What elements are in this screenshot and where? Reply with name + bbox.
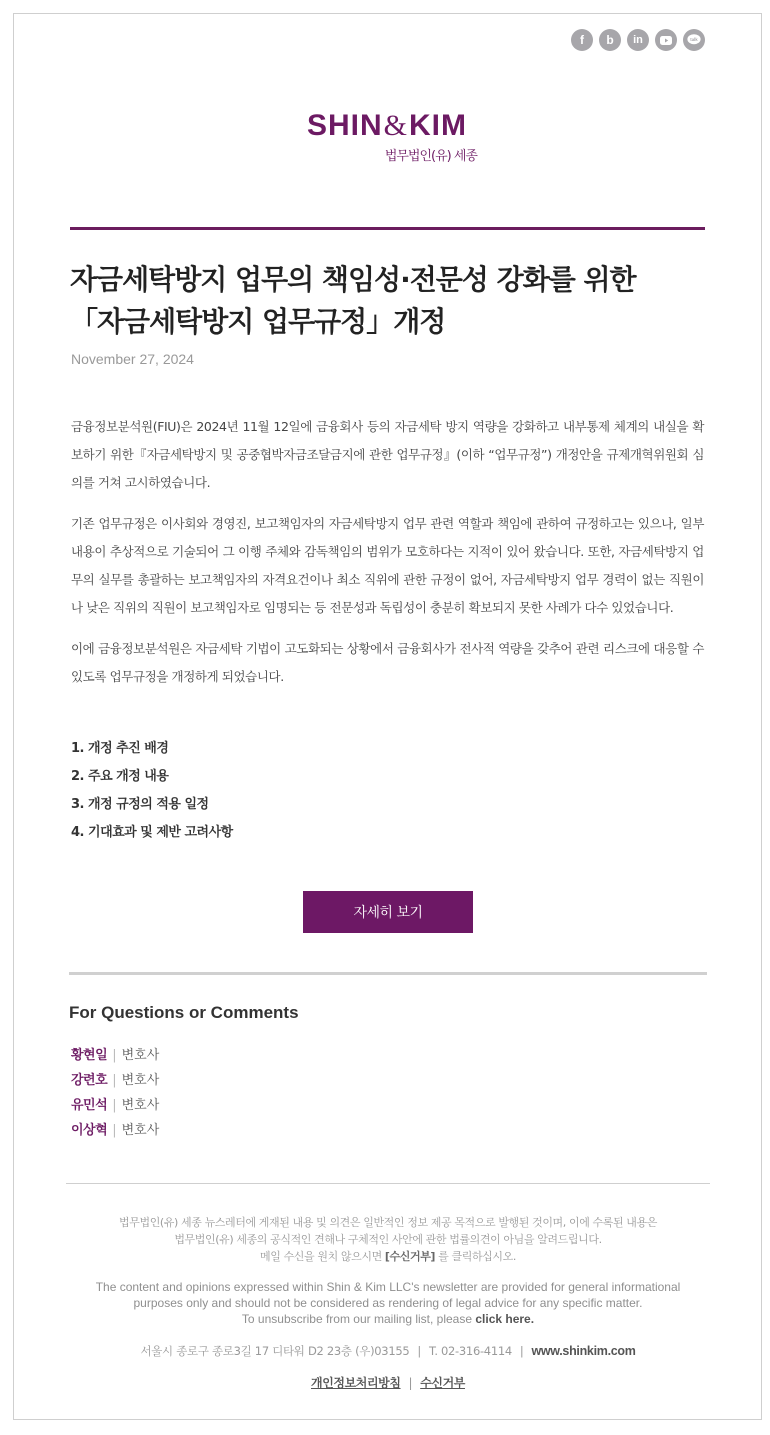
contact-row: [71, 1093, 159, 1118]
header-divider: [70, 227, 705, 230]
linkedin-icon[interactable]: in: [627, 29, 649, 51]
contact-separator: |: [112, 1098, 117, 1113]
body-paragraph: 이에 금융정보분석원은 자금세탁 기법이 고도화되는 상황에서 금융회사가 전사적 역량을 갖추어 관련 리스크에 대응할 수 있도록 업무규정을 개정하게 되었습니다.: [71, 641, 704, 684]
footer-links: 개인정보처리방침 | 수신거부: [311, 1376, 465, 1390]
contact-row: [71, 1118, 159, 1143]
contact-separator: |: [112, 1123, 117, 1138]
contact-row: [71, 1068, 159, 1093]
unsubscribe-link-ko[interactable]: [수신거부]: [384, 1250, 436, 1263]
body-paragraph: 금융정보분석원(FIU)은 2024년 11월 12일에 금융회사 등의 자금세탁 방지 역량을 강화하고 내부통제 체계의 내실을 확보하기 위한『자금세탁방지 및 공중협박자금조달금지에 관한 업무규정』(이하 “업무규정”) 개정안을 규제개혁위원회 심의를 거쳐 고시하였습니다.: [71, 419, 704, 490]
contact-role: 변호사: [121, 1123, 160, 1138]
youtube-icon[interactable]: [655, 29, 677, 51]
table-of-contents: [71, 735, 233, 847]
facebook-icon[interactable]: f: [571, 29, 593, 51]
logo-wordmark: SHIN&KIM: [306, 109, 468, 142]
footer-disclaimer-en: [66, 1279, 710, 1327]
contact-name[interactable]: 황현일: [71, 1048, 108, 1063]
social-links: [571, 29, 705, 51]
contact-separator: |: [112, 1073, 117, 1088]
toc-item: 2. 주요 개정 내용: [71, 769, 169, 784]
disclaimer-ko-line: 법무법인(유) 세종 뉴스레터에 게재된 내용 및 의견은 일반적인 정보 제공 목적으로 발행된 것이며, 이에 수록된 내용은: [119, 1216, 657, 1229]
contact-role: 변호사: [121, 1098, 160, 1113]
disclaimer-en-line: The content and opinions expressed within Shin & Kim LLC's newsletter are provided for general informational: [95, 1280, 681, 1294]
footer-contact-info: 서울시 종로구 종로3길 17 디타워 D2 23층 (우)03155 | T. 02-316-4114 | www.shinkim.com: [140, 1344, 636, 1358]
office-address: 서울시 종로구 종로3길 17 디타워 D2 23층 (우)03155: [140, 1344, 410, 1358]
contact-role: 변호사: [121, 1073, 160, 1088]
contact-row: [71, 1043, 159, 1068]
toc-item: 4. 기대효과 및 제반 고려사항: [71, 825, 233, 840]
contact-name[interactable]: 강련호: [71, 1073, 108, 1088]
contact-role: 변호사: [121, 1048, 160, 1063]
logo-korean-name: 법무법인(유) 세종: [384, 149, 477, 164]
toc-item: 3. 개정 규정의 적용 일정: [71, 797, 209, 812]
toc-item: 1. 개정 추진 배경: [71, 741, 169, 756]
article-body: [71, 413, 704, 704]
unsubscribe-link-en[interactable]: click here.: [475, 1312, 535, 1326]
unsubscribe-link[interactable]: 수신거부: [420, 1376, 465, 1390]
contact-name[interactable]: 유민석: [71, 1098, 108, 1113]
website-link[interactable]: www.shinkim.com: [531, 1344, 636, 1358]
kakao-icon[interactable]: [683, 29, 705, 51]
privacy-policy-link[interactable]: 개인정보처리방침: [311, 1376, 401, 1390]
body-paragraph: 기존 업무규정은 이사회와 경영진, 보고책임자의 자금세탁방지 업무 관련 역할과 책임에 관하여 규정하고는 있으나, 일부 내용이 추상적으로 기술되어 그 이행 주체와 감독책임의 범위가 모호하다는 지적이 있어 왔습니다. 또한, 자금세탁방지 업무의 실무를 총괄하는 보고책임자의 자격요건이나 최소 직위에 관한 규정이 없어, 자금세탁방지 업무 경력이 없는 직원이나 낮은 직위의 직원이 보고책임자로 임명되는 등 전문성과 독립성이 충분히 확보되지 못한 사례가 다수 있었습니다.: [71, 516, 704, 615]
newsletter-frame: [13, 13, 762, 1420]
disclaimer-en-line: To unsubscribe from our mailing list, please click here.: [241, 1312, 535, 1326]
contact-list: [71, 1043, 159, 1143]
footer-disclaimer-ko: [66, 1214, 710, 1265]
section-divider: [69, 972, 707, 975]
kakao-icon-label: talk: [690, 36, 698, 42]
office-phone: T. 02-316-4114: [428, 1344, 512, 1358]
contact-separator: |: [112, 1048, 117, 1063]
disclaimer-ko-line: 법무법인(유) 세종의 공식적인 견해나 구체적인 사안에 관한 법률의견이 아님을 알려드립니다.: [174, 1233, 602, 1246]
disclaimer-ko-line: 메일 수신을 원치 않으시면 [수신거부] 를 클릭하십시오.: [260, 1250, 516, 1263]
article-title: 자금세탁방지 업무의 책임성·전문성 강화를 위한「자금세탁방지 업무규정」개정: [70, 263, 636, 338]
shin-kim-logo[interactable]: [297, 109, 477, 164]
contacts-heading: For Questions or Comments: [69, 1003, 299, 1022]
read-more-button[interactable]: 자세히 보기: [303, 891, 473, 933]
blog-icon[interactable]: b: [599, 29, 621, 51]
footer-divider: [66, 1183, 710, 1184]
contact-name[interactable]: 이상혁: [71, 1123, 108, 1138]
article-date: November 27, 2024: [71, 351, 194, 367]
disclaimer-en-line: purposes only and should not be considered as rendering of legal advice for any specific matter.: [133, 1296, 643, 1310]
